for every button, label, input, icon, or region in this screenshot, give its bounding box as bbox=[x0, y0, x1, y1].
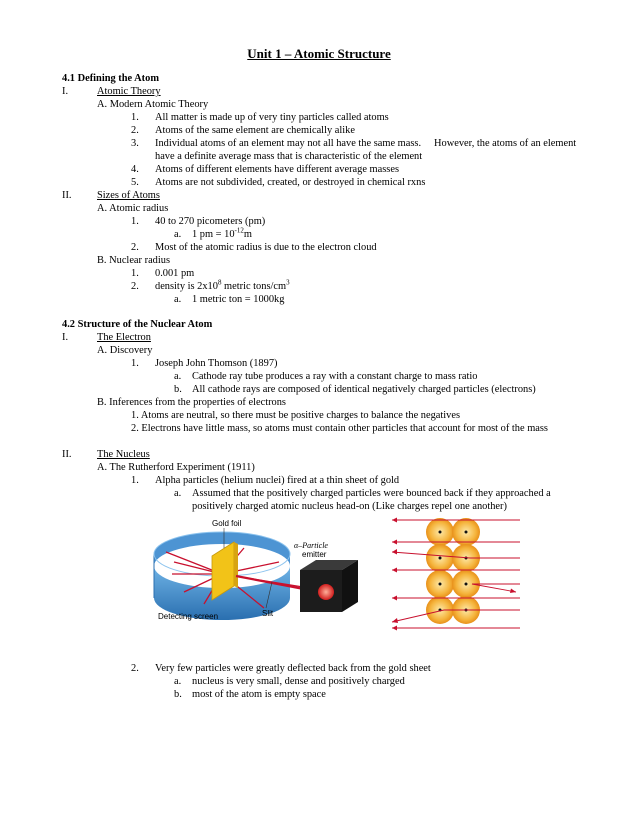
list-num: 4. bbox=[131, 164, 139, 175]
item-nuclear-radius: B. Nuclear radius bbox=[97, 255, 170, 266]
item-atomic-radius: A. Atomic radius bbox=[97, 203, 169, 214]
label-slit: Slit bbox=[262, 609, 274, 618]
list-item: All matter is made up of very tiny particles called atoms bbox=[155, 112, 389, 123]
list-item: Most of the atomic radius is due to the electron cloud bbox=[155, 242, 377, 253]
label-detecting-screen: Detecting screen bbox=[158, 612, 219, 621]
list-num: 2. bbox=[131, 663, 139, 674]
heading-the-electron: The Electron bbox=[97, 332, 151, 343]
list-letter: b. bbox=[174, 384, 182, 395]
list-num: 1. bbox=[131, 112, 139, 123]
list-num: 2. bbox=[131, 242, 139, 253]
roman-numeral-II: II. bbox=[62, 190, 72, 201]
list-item: Cathode ray tube produces a ray with a constant charge to mass ratio bbox=[192, 371, 478, 382]
list-item: 40 to 270 picometers (pm) bbox=[155, 216, 266, 227]
list-item: Joseph John Thomson (1897) bbox=[155, 358, 278, 369]
label-emitter: emitter bbox=[302, 550, 327, 559]
list-item: 0.001 pm bbox=[155, 268, 195, 279]
list-letter: a. bbox=[174, 294, 182, 305]
heading-sizes-of-atoms: Sizes of Atoms bbox=[97, 190, 160, 201]
list-letter: a. bbox=[174, 371, 182, 382]
list-item: 2. Electrons have little mass, so atoms must contain other particles that account for most of the mass bbox=[131, 423, 548, 434]
list-item: most of the atom is empty space bbox=[192, 689, 326, 700]
list-item: All cathode rays are composed of identical negatively charged particles (electrons) bbox=[192, 384, 536, 395]
list-num: 1. bbox=[131, 216, 139, 227]
list-letter: b. bbox=[174, 689, 182, 700]
list-item-picometer: 1 pm = $10^{-12}m$ bbox=[192, 226, 252, 240]
alpha-particle-emitter bbox=[300, 560, 358, 612]
list-item: Very few particles were greatly deflected back from the gold sheet bbox=[155, 663, 431, 674]
list-letter: a. bbox=[174, 488, 182, 499]
label-alpha-particle: α–Particle bbox=[294, 541, 328, 550]
list-num: 2. bbox=[131, 125, 139, 136]
roman-numeral-I: I. bbox=[62, 332, 69, 343]
item-discovery: A. Discovery bbox=[97, 345, 153, 356]
list-num: 3. bbox=[131, 138, 139, 149]
list-item: Atoms of different elements have different average masses bbox=[155, 164, 399, 175]
label-gold-foil: Gold foil bbox=[212, 519, 242, 528]
item-modern-atomic-theory: A. Modern Atomic Theory bbox=[97, 99, 209, 110]
list-letter: a. bbox=[174, 676, 182, 687]
list-item: Atoms of the same element are chemically alike bbox=[155, 125, 355, 136]
list-item-continuation: have a definite average mass that is characteristic of the element bbox=[155, 151, 423, 162]
list-item: 1. Atoms are neutral, so there must be positive charges to balance the negatives bbox=[131, 410, 461, 421]
heading-atomic-theory: Atomic Theory bbox=[97, 86, 161, 97]
list-item: nucleus is very small, dense and positively charged bbox=[192, 676, 405, 687]
section-heading-4-1: 4.1 Defining the Atom bbox=[62, 73, 159, 84]
rutherford-experiment-figure bbox=[144, 512, 524, 634]
list-item: Alpha particles (helium nuclei) fired at a thin sheet of gold bbox=[155, 475, 400, 486]
list-num: 1. bbox=[131, 268, 139, 279]
page-title: Unit 1 – Atomic Structure bbox=[247, 46, 391, 61]
roman-numeral-I: I. bbox=[62, 86, 69, 97]
list-num: 1. bbox=[131, 358, 139, 369]
gold-atom-grid bbox=[426, 518, 480, 624]
list-num: 2. bbox=[131, 281, 139, 292]
list-num: 5. bbox=[131, 177, 139, 188]
list-item: Atoms are not subdivided, created, or destroyed in chemical rxns bbox=[155, 177, 426, 188]
list-num: 1. bbox=[131, 475, 139, 486]
item-inferences: B. Inferences from the properties of electrons bbox=[97, 397, 286, 408]
list-letter: a. bbox=[174, 229, 182, 240]
list-item: 1 metric ton = 1000kg bbox=[192, 294, 285, 305]
heading-the-nucleus: The Nucleus bbox=[97, 449, 150, 460]
list-item-density: density is $2x10^8$ metric tons/$cm^3$ bbox=[155, 278, 290, 292]
roman-numeral-II: II. bbox=[62, 449, 72, 460]
list-item: Individual atoms of an element may not all have the same mass. However, the atoms of an element bbox=[155, 138, 577, 149]
list-item-continuation: positively charged atomic nucleus head-on (Like charges repel one another) bbox=[192, 501, 507, 512]
item-rutherford-experiment: A. The Rutherford Experiment (1911) bbox=[97, 462, 255, 473]
section-heading-4-2: 4.2 Structure of the Nuclear Atom bbox=[62, 319, 213, 330]
list-item: Assumed that the positively charged particles were bounced back if they approached a bbox=[192, 488, 551, 499]
